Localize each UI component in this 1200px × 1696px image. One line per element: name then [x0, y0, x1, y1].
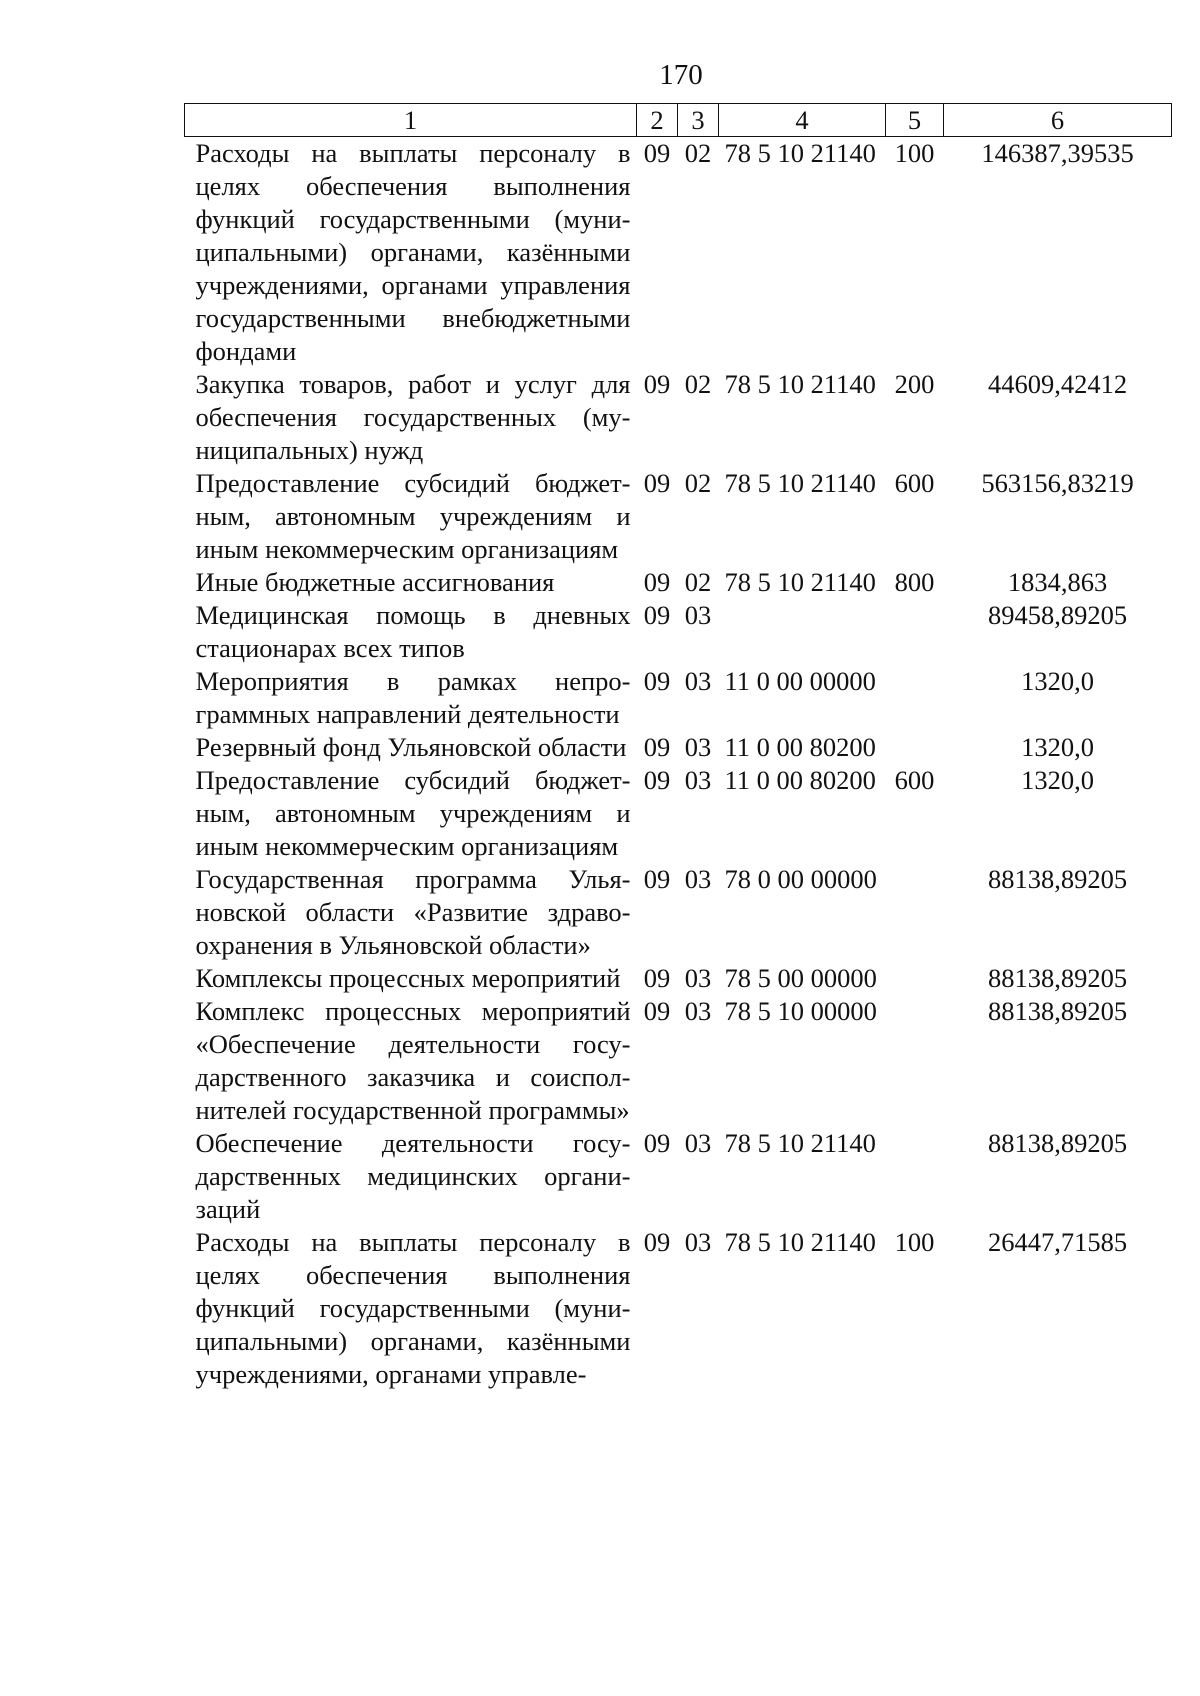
row-amount: 89458,89205: [987, 600, 1128, 630]
row-section: 09: [643, 732, 671, 762]
row-section: 09: [643, 963, 671, 993]
row-target-code: 78 5 00 00000: [724, 963, 877, 993]
table-row: [185, 962, 1172, 995]
row-subsection: 03: [684, 765, 712, 795]
row-name: Иные бюджетные ассигнования: [195, 567, 555, 597]
table-row: [185, 368, 1172, 467]
row-subsection: 02: [684, 468, 712, 498]
row-expense-type: [886, 731, 944, 764]
row-target-code: 78 5 10 21140: [724, 1227, 876, 1257]
row-section: 09: [643, 666, 671, 696]
column-header: 3: [678, 104, 719, 137]
row-expense-type: 800: [894, 567, 935, 597]
table-row: [185, 566, 1172, 599]
table-row: [185, 731, 1172, 764]
row-expense-type: [886, 599, 944, 665]
row-name: Государственная программа Ульяновской области «Развитие здравоохранения в Ульяновской области»: [195, 864, 631, 960]
table-row: [185, 467, 1172, 566]
row-name: Медицинская помощь в дневных стационарах всех типов: [195, 600, 631, 663]
row-subsection: 03: [684, 1227, 712, 1257]
row-section: 09: [643, 1227, 671, 1257]
row-subsection: 03: [684, 666, 712, 696]
row-target-code: 78 5 10 21140: [724, 567, 876, 597]
table-row: [185, 995, 1172, 1127]
row-name: Резервный фонд Ульяновской области: [195, 732, 627, 762]
table-header: [185, 104, 1172, 137]
row-expense-type: [886, 1127, 944, 1226]
table-row: [185, 1127, 1172, 1226]
row-target-code: 78 0 00 00000: [724, 864, 877, 894]
table-row: [185, 599, 1172, 665]
table-row: [185, 764, 1172, 863]
row-target-code: [719, 599, 886, 665]
row-subsection: 03: [684, 600, 712, 630]
row-expense-type: 600: [894, 765, 935, 795]
row-amount: 146387,39535: [981, 138, 1134, 168]
row-target-code: 11 0 00 80200: [724, 732, 876, 762]
row-section: 09: [643, 1128, 671, 1158]
row-amount: 1834,863: [1007, 567, 1108, 597]
budget-table: [184, 103, 1172, 1391]
row-section: 09: [643, 138, 671, 168]
row-amount: 88138,89205: [987, 996, 1128, 1026]
row-amount: 1320,0: [1021, 666, 1094, 696]
row-amount: 44609,42412: [987, 369, 1128, 399]
row-section: 09: [643, 600, 671, 630]
row-amount: 88138,89205: [987, 1128, 1128, 1158]
row-amount: 563156,83219: [981, 468, 1134, 498]
row-subsection: 03: [684, 864, 712, 894]
row-expense-type: [886, 863, 944, 962]
column-header: 1: [185, 104, 637, 137]
row-section: 09: [643, 996, 671, 1026]
row-target-code: 11 0 00 00000: [724, 666, 876, 696]
page-number: 170: [659, 59, 703, 91]
table-row: [185, 137, 1172, 369]
row-section: 09: [643, 567, 671, 597]
table-row: [185, 1226, 1172, 1391]
row-subsection: 03: [684, 1128, 712, 1158]
row-expense-type: 100: [894, 138, 935, 168]
row-target-code: 11 0 00 80200: [724, 765, 876, 795]
row-subsection: 02: [684, 567, 712, 597]
row-name: Закупка товаров, работ и услуг для обеспечения государственных (муниципальных) нужд: [195, 369, 631, 465]
row-section: 09: [643, 369, 671, 399]
row-target-code: 78 5 10 21140: [724, 369, 876, 399]
row-subsection: 03: [684, 732, 712, 762]
row-name: Расходы на выплаты персоналу в целях обеспечения выполнения функций государственными (муниципальными) органами, казёнными учреждениями, органами управле-: [195, 1227, 631, 1389]
row-target-code: 78 5 10 00000: [724, 996, 877, 1026]
row-name: Расходы на выплаты персоналу в целях обеспечения выполнения функций государственными (муниципальными) органами, казёнными учреждениями, органами управления государственными внебюджетными фондами: [195, 138, 631, 366]
row-amount: 88138,89205: [987, 864, 1128, 894]
row-subsection: 03: [684, 996, 712, 1026]
row-amount: 1320,0: [1021, 765, 1094, 795]
table-row: [185, 863, 1172, 962]
column-header: 5: [886, 104, 944, 137]
row-expense-type: 100: [894, 1227, 935, 1257]
row-expense-type: [886, 665, 944, 731]
row-subsection: 03: [684, 963, 712, 993]
row-amount: 88138,89205: [987, 963, 1128, 993]
row-name: Комплекс процессных мероприятий «Обеспечение деятельности государственного заказчика и соисполнителей государственной программы»: [195, 996, 631, 1125]
row-expense-type: [886, 995, 944, 1127]
row-section: 09: [643, 765, 671, 795]
table-body: [185, 137, 1172, 1392]
header-row: [185, 104, 1172, 137]
row-expense-type: 200: [894, 369, 935, 399]
row-section: 09: [643, 468, 671, 498]
row-name: Обеспечение деятельности государственных медицинских организаций: [195, 1128, 631, 1224]
row-amount: 26447,71585: [987, 1227, 1128, 1257]
row-amount: 1320,0: [1021, 732, 1094, 762]
column-header: 6: [944, 104, 1172, 137]
table-row: [185, 665, 1172, 731]
row-name: Мероприятия в рамках непрограммных направлений деятельности: [195, 666, 631, 729]
row-subsection: 02: [684, 369, 712, 399]
row-target-code: 78 5 10 21140: [724, 138, 876, 168]
row-section: 09: [643, 864, 671, 894]
row-name: Предоставление субсидий бюджетным, автономным учреждениям и иным некоммерческим организациям: [195, 765, 631, 861]
row-expense-type: [886, 962, 944, 995]
row-expense-type: 600: [894, 468, 935, 498]
row-name: Комплексы процессных мероприятий: [195, 963, 621, 993]
column-header: 4: [719, 104, 886, 137]
column-header: 2: [637, 104, 678, 137]
row-target-code: 78 5 10 21140: [724, 468, 876, 498]
row-subsection: 02: [684, 138, 712, 168]
row-name: Предоставление субсидий бюджетным, автономным учреждениям и иным некоммерческим организациям: [195, 468, 631, 564]
row-target-code: 78 5 10 21140: [724, 1128, 876, 1158]
